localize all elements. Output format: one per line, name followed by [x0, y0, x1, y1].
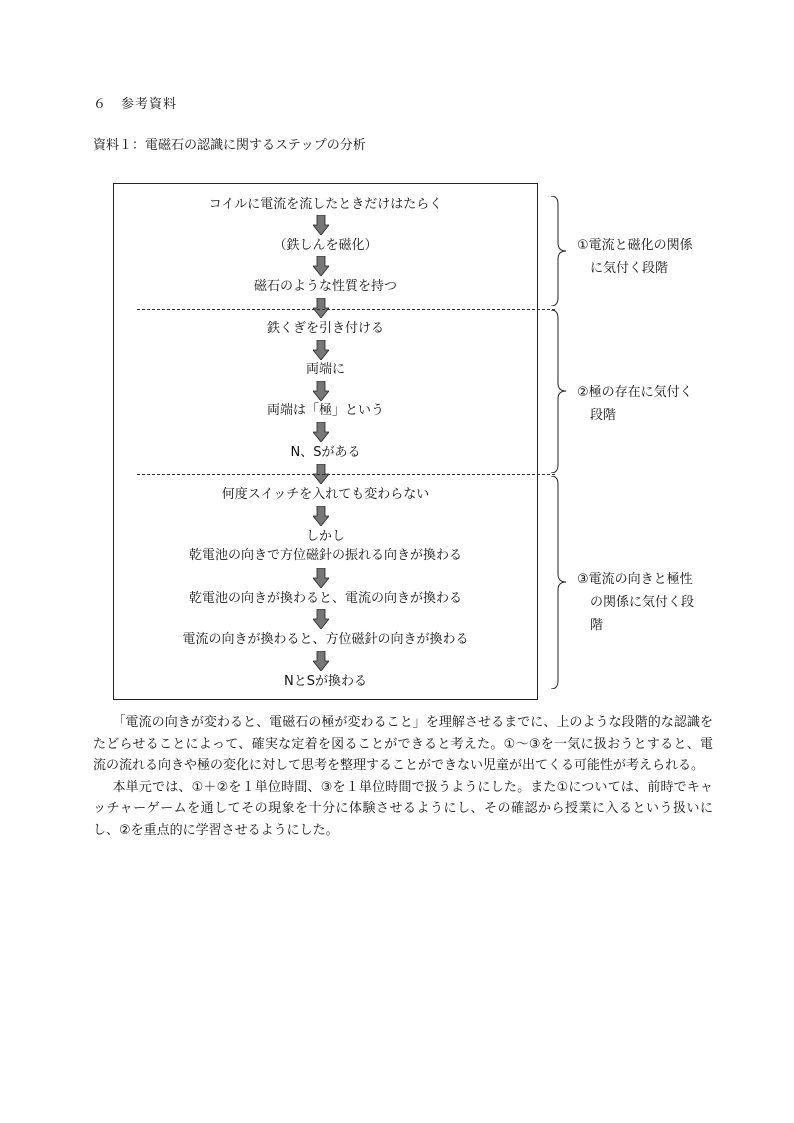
paragraph-2: 本単元では、①＋②を１単位時間、③を１単位時間で扱うようにした。また①については、前時でキャッチャーゲームを通してその現象を十分に体験させるようにし、その確認から授業に入るという扱いにし、②を重点的に学習させるようにした。: [93, 779, 713, 838]
step-10: 乾電池の向きで方位磁針の振れる向きが換わる: [188, 548, 462, 563]
stage-2-label-line-2: 段階: [590, 408, 617, 423]
step-12: 電流の向きが換わると、方位磁針の向きが換わる: [182, 632, 469, 647]
down-arrow-icon: [313, 651, 329, 671]
body-text: [93, 712, 713, 841]
down-arrow-icon: [313, 568, 329, 588]
down-arrow-icon: [313, 215, 329, 235]
step-6: 両端は「極」という: [266, 403, 384, 418]
stage-separator: [137, 309, 555, 310]
stage-2-label-line-1: ②極の存在に気付く: [577, 385, 693, 400]
step-11: 乾電池の向きが換わると、電流の向きが換わる: [188, 591, 462, 606]
section-heading: ６ 参考資料: [93, 97, 178, 112]
stage-3-label: [577, 568, 694, 637]
stage-1-label: [577, 234, 693, 280]
stage-3-label-line-1: ③電流の向きと極性: [577, 572, 693, 587]
step-13: NとSが換わる: [284, 674, 367, 689]
down-arrow-icon: [313, 256, 329, 276]
stage-separator: [137, 474, 555, 475]
stage-1-brace: [551, 196, 567, 306]
stage-3-label-line-2: の関係に気付く段: [590, 595, 695, 610]
stage-2-label: [577, 381, 693, 427]
step-4: 鉄くぎを引き付ける: [266, 321, 384, 336]
stage-2-brace: [551, 310, 567, 473]
stage-3-brace: [551, 476, 567, 689]
paragraph-1: 「電流の向きが変わると、電磁石の極が変わること」を理解させるまでに、上のような段階的な認識をたどらせることによって、確実な定着を図ることができると考えた。①～③を一気に扱おうとすると、電流の流れる向きや極の変化に対して思考を整理することができない児童が出てくる可能性が考えられる。: [93, 715, 713, 773]
down-arrow-icon: [313, 340, 329, 360]
down-arrow-icon: [313, 609, 329, 629]
down-arrow-icon: [313, 506, 329, 526]
down-arrow-icon: [313, 422, 329, 442]
down-arrow-icon: [313, 298, 329, 318]
down-arrow-icon: [313, 381, 329, 401]
step-9: しかし: [305, 529, 345, 544]
stage-1-label-line-1: ①電流と磁化の関係: [577, 238, 693, 253]
stage-3-label-line-3: 階: [590, 618, 604, 633]
step-3: 磁石のような性質を持つ: [253, 279, 397, 294]
step-5: 両端に: [305, 362, 345, 377]
material-title: 資料１：電磁石の認識に関するステップの分析: [93, 138, 366, 153]
step-1: コイルに電流を流したときだけはたらく: [208, 197, 443, 212]
step-2: （鉄しんを磁化）: [273, 238, 378, 253]
stage-1-label-line-2: に気付く段階: [590, 261, 669, 276]
step-8: 何度スイッチを入れても変わらない: [221, 487, 430, 502]
step-7: N、Sがある: [290, 445, 361, 460]
